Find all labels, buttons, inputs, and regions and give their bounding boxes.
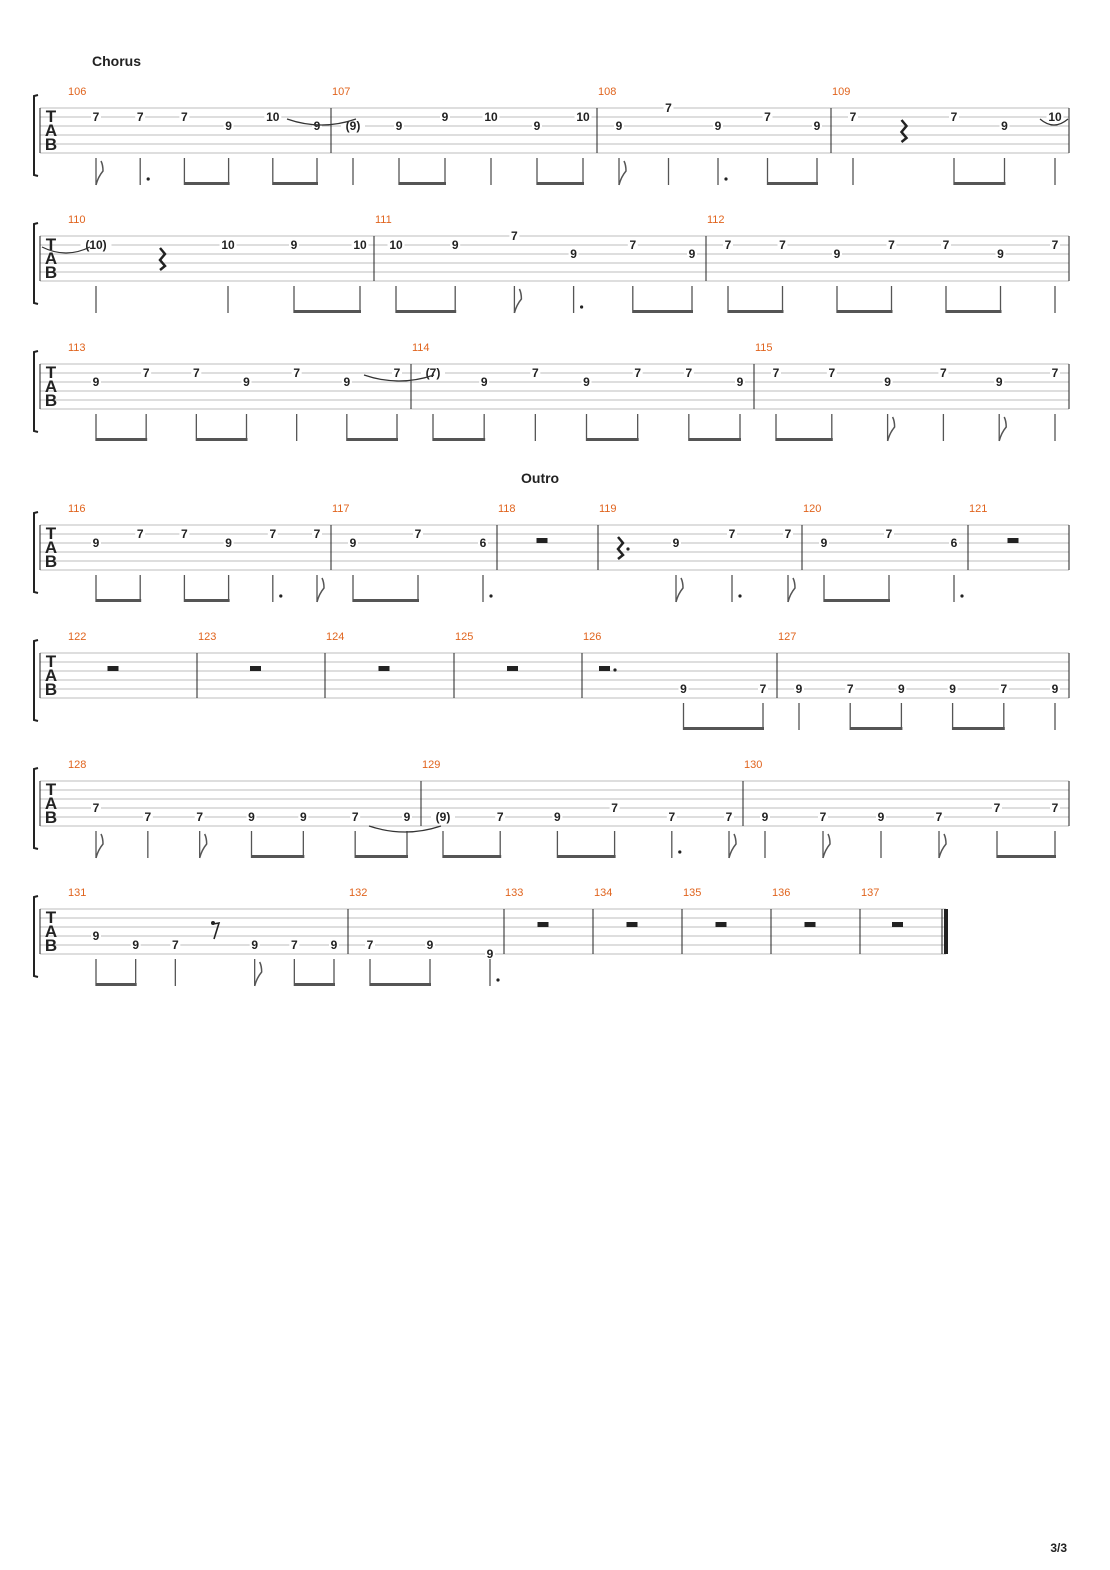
tab-clef-letter: A (44, 794, 58, 813)
measure-117 (348, 527, 493, 602)
system-bracket (34, 223, 38, 304)
measure-122 (108, 666, 119, 671)
fret-number: 10 (221, 238, 235, 252)
measure-106 (91, 110, 322, 185)
fret-number: 7 (1051, 238, 1059, 252)
measure-114 (421, 366, 745, 441)
beam (684, 727, 765, 730)
fret-number: 9 (688, 247, 696, 261)
fret-number: 7 (531, 366, 539, 380)
fret-number: 9 (898, 682, 905, 696)
fret-number: 9 (225, 119, 232, 133)
eighth-rest-stem (213, 923, 219, 939)
duration-dot (724, 177, 727, 180)
fret-number: 6 (950, 536, 958, 550)
measure-number: 130 (744, 759, 763, 771)
fret-number: 7 (685, 366, 693, 380)
fret-number: 7 (759, 682, 767, 696)
tab-clef-letter: B (44, 135, 58, 154)
rest-symbol (599, 666, 610, 671)
fret-number: 7 (1051, 801, 1059, 815)
tab-clef-letter: T (45, 780, 57, 799)
note-flag (96, 834, 103, 858)
beam (294, 310, 361, 313)
fret-number: 7 (819, 810, 827, 824)
measure-119 (618, 527, 795, 602)
beam (96, 983, 137, 986)
beam (728, 310, 784, 313)
note-flag (939, 834, 946, 858)
measure-number: 116 (68, 503, 86, 515)
fret-number: 9 (813, 119, 821, 133)
measure-108 (614, 101, 822, 185)
fret-number: 7 (665, 101, 672, 115)
measure-number: 123 (198, 631, 217, 643)
fret-number: 7 (181, 527, 188, 541)
fret-number: 7 (393, 366, 401, 380)
measure-number: 133 (505, 887, 524, 899)
tab-clef-letter: B (44, 936, 58, 955)
system-bracket (34, 896, 38, 977)
fret-number: 9 (243, 375, 250, 389)
duration-dot (678, 850, 681, 853)
beam (850, 727, 902, 730)
fret-number: 7 (764, 110, 771, 124)
fret-number: (10) (85, 238, 107, 252)
measure-number: 128 (68, 759, 87, 771)
fret-number: 9 (343, 375, 351, 389)
fret-number: 7 (950, 110, 958, 124)
fret-number: 9 (761, 810, 769, 824)
fret-number: 9 (833, 247, 841, 261)
beam (96, 438, 147, 441)
fret-number: 7 (313, 527, 321, 541)
fret-number: 9 (1051, 682, 1059, 696)
beam (954, 182, 1006, 185)
fret-number: 9 (313, 119, 321, 133)
beam (776, 438, 833, 441)
rest-dot (626, 547, 629, 550)
fret-number: (9) (345, 119, 361, 133)
fret-number: 7 (136, 110, 144, 124)
rest-symbol (250, 666, 261, 671)
tab-clef-letter: A (44, 249, 58, 268)
fret-number: 9 (480, 375, 488, 389)
measure-number: 131 (68, 887, 87, 899)
fret-number: 7 (668, 810, 676, 824)
measure-120 (819, 527, 964, 602)
beam (96, 599, 141, 602)
system-bracket (34, 768, 38, 849)
fret-number: 9 (583, 375, 590, 389)
fret-number: 7 (940, 366, 947, 380)
fret-number: 10 (353, 238, 367, 252)
beam (347, 438, 398, 441)
beam (837, 310, 893, 313)
duration-dot (738, 594, 741, 597)
fret-number: 7 (1051, 366, 1059, 380)
fret-number: 9 (570, 247, 577, 261)
fret-number: 7 (496, 810, 504, 824)
fret-number: 9 (877, 810, 885, 824)
fret-number: 7 (634, 366, 642, 380)
beam (355, 855, 408, 858)
measure-137 (892, 922, 903, 927)
tab-clef-letter: B (44, 391, 58, 410)
beam (399, 182, 446, 185)
measure-number: 135 (683, 887, 702, 899)
fret-number: 9 (290, 238, 298, 252)
beam (946, 310, 1002, 313)
fret-number: 7 (142, 366, 150, 380)
beam (196, 438, 247, 441)
measure-107 (341, 110, 592, 185)
fret-number: 9 (795, 682, 803, 696)
beam (353, 599, 419, 602)
fret-number: 10 (1048, 110, 1062, 124)
measure-number: 115 (755, 342, 773, 354)
duration-dot (489, 594, 492, 597)
fret-number: 9 (714, 119, 722, 133)
measure-number: 110 (68, 214, 86, 226)
beam (824, 599, 890, 602)
fret-number: 7 (136, 527, 144, 541)
duration-dot (580, 305, 583, 308)
measure-number: 127 (778, 631, 797, 643)
duration-dot (496, 978, 499, 981)
fret-number: 9 (949, 682, 956, 696)
fret-number: 9 (330, 938, 338, 952)
fret-number: 9 (349, 536, 357, 550)
quarter-rest (160, 248, 165, 270)
fret-number: 9 (132, 938, 140, 952)
fret-number: 9 (441, 110, 449, 124)
rest-symbol (537, 538, 548, 543)
tab-clef-letter: A (44, 922, 58, 941)
measure-121 (1008, 538, 1019, 543)
beam (396, 310, 456, 313)
fret-number: 7 (1000, 682, 1008, 696)
beam (184, 599, 229, 602)
fret-number: 7 (779, 238, 786, 252)
note-flag (200, 834, 207, 858)
tab-system (34, 887, 948, 986)
duration-dot (279, 594, 282, 597)
fret-number: 9 (92, 929, 100, 943)
fret-number: 7 (724, 238, 732, 252)
note-flag (823, 834, 830, 858)
measure-123 (250, 666, 261, 671)
tie (369, 826, 441, 832)
measure-118 (537, 538, 548, 543)
measure-128 (91, 801, 412, 858)
fret-number: 9 (554, 810, 561, 824)
measure-number: 119 (599, 503, 617, 515)
rest-symbol (627, 922, 638, 927)
measure-number: 106 (68, 86, 87, 98)
fret-number: 7 (171, 938, 179, 952)
fret-number: 7 (784, 527, 792, 541)
fret-number: 9 (395, 119, 403, 133)
rest-symbol (1008, 538, 1019, 543)
fret-number: 9 (820, 536, 828, 550)
system-bracket (34, 95, 38, 176)
beam (370, 983, 431, 986)
systems (34, 53, 1069, 986)
fret-number: 7 (92, 110, 100, 124)
note-flag (788, 578, 795, 602)
section-label: Outro (521, 470, 560, 486)
measure-133 (538, 922, 549, 927)
note-flag (619, 161, 626, 185)
measure-number: 124 (326, 631, 345, 643)
measure-113 (91, 366, 402, 441)
measure-116 (91, 527, 324, 602)
fret-number: (9) (435, 810, 451, 824)
measure-115 (771, 366, 1060, 441)
fret-number: 7 (181, 110, 188, 124)
fret-number: 10 (266, 110, 280, 124)
tab-clef-letter: T (45, 235, 57, 254)
measure-109 (848, 110, 1064, 185)
tab-clef-letter: A (44, 121, 58, 140)
fret-number: 7 (293, 366, 301, 380)
tab-clef-letter: T (45, 908, 57, 927)
measure-number: 129 (422, 759, 441, 771)
fret-number: 9 (884, 375, 891, 389)
beam (433, 438, 485, 441)
tab-system (34, 214, 1069, 313)
measure-number: 121 (969, 503, 988, 515)
fret-number: 7 (888, 238, 895, 252)
note-flag (999, 417, 1006, 441)
fret-number: 9 (1001, 119, 1008, 133)
measure-135 (716, 922, 727, 927)
rest-dot (613, 668, 616, 671)
measure-number: 112 (707, 214, 725, 226)
rest-symbol (507, 666, 518, 671)
section-label: Chorus (92, 53, 141, 69)
fret-number: 9 (533, 119, 541, 133)
system-bracket (34, 351, 38, 432)
measure-number: 118 (498, 503, 516, 515)
fret-number: 7 (511, 229, 518, 243)
fret-number: 9 (251, 938, 259, 952)
fret-number: 7 (290, 938, 298, 952)
fret-number: (7) (425, 366, 441, 380)
fret-number: 9 (248, 810, 255, 824)
measure-125 (507, 666, 518, 671)
note-flag (676, 578, 683, 602)
rest-symbol (379, 666, 390, 671)
note-flag (514, 289, 521, 313)
fret-number: 9 (299, 810, 307, 824)
note-flag (729, 834, 736, 858)
fret-number: 9 (736, 375, 744, 389)
beam (443, 855, 501, 858)
beam (184, 182, 229, 185)
final-barline-thick (944, 909, 948, 954)
beam (557, 855, 615, 858)
measure-number: 111 (375, 214, 392, 226)
measure-number: 113 (68, 342, 86, 354)
beam (997, 855, 1056, 858)
beam (587, 438, 639, 441)
fret-number: 9 (995, 375, 1003, 389)
measure-130 (760, 801, 1060, 858)
page-number: 3/3 (1050, 1541, 1067, 1555)
fret-number: 9 (426, 938, 434, 952)
measure-110 (81, 238, 369, 313)
beam (768, 182, 819, 185)
fret-number: 7 (846, 682, 854, 696)
fret-number: 7 (942, 238, 950, 252)
measure-number: 125 (455, 631, 474, 643)
tab-clef-letter: T (45, 652, 57, 671)
fret-number: 7 (772, 366, 780, 380)
fret-number: 7 (993, 801, 1001, 815)
beam (953, 727, 1005, 730)
duration-dot (147, 177, 150, 180)
rest-symbol (892, 922, 903, 927)
system-bracket (34, 512, 38, 593)
beam (689, 438, 741, 441)
fret-number: 7 (611, 801, 618, 815)
fret-number: 9 (451, 238, 459, 252)
measure-number: 134 (594, 887, 613, 899)
measure-124 (379, 666, 390, 671)
fret-number: 7 (144, 810, 152, 824)
tab-clef-letter: T (45, 363, 57, 382)
quarter-rest (618, 537, 623, 559)
fret-number: 7 (629, 238, 637, 252)
fret-number: 10 (484, 110, 498, 124)
fret-number: 7 (849, 110, 857, 124)
fret-number: 9 (615, 119, 623, 133)
fret-number: 9 (672, 536, 680, 550)
fret-number: 7 (728, 527, 736, 541)
fret-number: 7 (269, 527, 277, 541)
tab-system (34, 759, 1069, 858)
measure-111 (388, 229, 698, 313)
fret-number: 10 (576, 110, 590, 124)
tab-clef-letter: A (44, 666, 58, 685)
measure-number: 108 (598, 86, 617, 98)
fret-number: 7 (935, 810, 943, 824)
measure-number: 137 (861, 887, 880, 899)
tab-clef-letter: T (45, 524, 57, 543)
fret-number: 7 (885, 527, 893, 541)
beam (294, 983, 335, 986)
beam (537, 182, 584, 185)
measure-number: 136 (772, 887, 791, 899)
measure-129 (431, 801, 736, 858)
fret-number: 10 (389, 238, 403, 252)
measure-number: 107 (332, 86, 351, 98)
measure-number: 114 (412, 342, 430, 354)
beam (273, 182, 318, 185)
fret-number: 9 (680, 682, 687, 696)
system-bracket (34, 640, 38, 721)
tab-system (34, 631, 1069, 730)
measure-number: 132 (349, 887, 368, 899)
fret-number: 7 (351, 810, 359, 824)
fret-number: 9 (92, 375, 100, 389)
measure-112 (723, 238, 1060, 313)
note-flag (888, 417, 895, 441)
rest-symbol (538, 922, 549, 927)
note-flag (317, 578, 324, 602)
tab-clef-letter: B (44, 552, 58, 571)
fret-number: 7 (366, 938, 374, 952)
fret-number: 6 (479, 536, 487, 550)
tab-system (34, 470, 1069, 602)
tab-clef-letter: T (45, 107, 57, 126)
measure-number: 120 (803, 503, 822, 515)
rest-symbol (805, 922, 816, 927)
beam (633, 310, 693, 313)
measure-134 (627, 922, 638, 927)
quarter-rest (902, 120, 907, 142)
fret-number: 7 (414, 527, 422, 541)
measure-number: 109 (832, 86, 851, 98)
measure-number: 117 (332, 503, 350, 515)
note-flag (96, 161, 103, 185)
note-flag (255, 962, 262, 986)
duration-dot (960, 594, 963, 597)
fret-number: 9 (92, 536, 100, 550)
fret-number: 7 (828, 366, 836, 380)
rest-symbol (716, 922, 727, 927)
fret-number: 9 (997, 247, 1004, 261)
fret-number: 7 (196, 810, 204, 824)
fret-number: 9 (486, 947, 494, 961)
measure-136 (805, 922, 816, 927)
tab-clef-letter: B (44, 680, 58, 699)
tab-clef-letter: A (44, 377, 58, 396)
fret-number: 7 (725, 810, 733, 824)
tab-system (34, 53, 1069, 185)
tab-system (34, 342, 1069, 441)
tab-clef-letter: A (44, 538, 58, 557)
fret-number: 7 (92, 801, 100, 815)
fret-number: 9 (403, 810, 411, 824)
fret-number: 7 (192, 366, 200, 380)
fret-number: 9 (225, 536, 232, 550)
rest-symbol (108, 666, 119, 671)
tab-clef-letter: B (44, 263, 58, 282)
tab-clef-letter: B (44, 808, 58, 827)
beam (252, 855, 305, 858)
measure-number: 126 (583, 631, 602, 643)
measure-number: 122 (68, 631, 87, 643)
